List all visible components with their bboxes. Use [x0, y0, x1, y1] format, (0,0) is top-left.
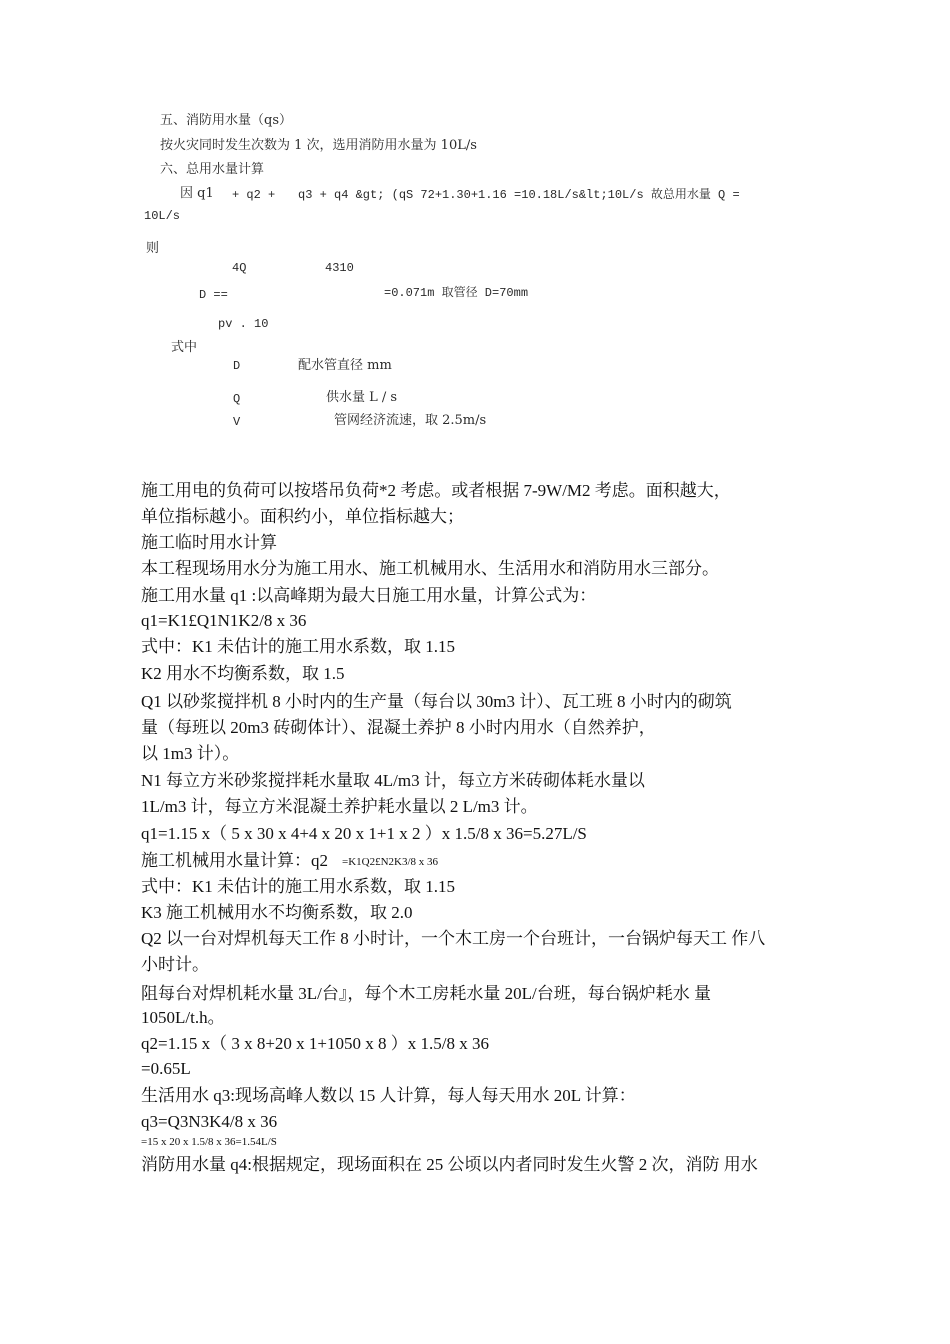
- total-formula-part-d: 10L/s: [144, 209, 181, 223]
- diameter-lhs: D ==: [199, 288, 228, 302]
- total-formula-part-a: 因 q1: [180, 186, 214, 201]
- fraction-numerator-a: 4Q: [232, 261, 247, 275]
- formula-q2: =K1Q2£N2K3/8 x 36: [342, 856, 439, 868]
- calculation-q3: =15 x 20 x 1.5/8 x 36=1.54L/S: [141, 1136, 277, 1148]
- total-formula-part-c: q3 + q4 &gt; (qS 72+1.30+1.16 =10.18L/s&lt;10L/s 故总用水量 Q =: [298, 188, 740, 202]
- symbol-d: D: [233, 359, 241, 373]
- label-shizhong: 式中: [171, 340, 198, 355]
- result-q2: =0.65L: [141, 1059, 191, 1078]
- symbol-v: V: [233, 415, 241, 429]
- definition-k3: K3 施工机械用水不均衡系数，取 2.0: [141, 903, 413, 922]
- diameter-result: =0.071m 取管径 D=70mm: [384, 286, 529, 300]
- fraction-numerator-b: 4310: [325, 261, 354, 275]
- formula-q3: q3=Q3N3K4/8 x 36: [141, 1112, 278, 1131]
- definition-q1-line-2: 量（每班以 20m3 砖砌体计）、混凝土养护 8 小时内用水（自然养护，: [141, 718, 656, 737]
- definition-n1-line-1: N1 每立方米砂浆搅拌耗水量取 4L/m3 计，每立方米砖砌体耗水量以: [141, 771, 645, 790]
- definition-n2-line-1: 阻每台对焊机耗水量 3L/台』，每个木工房耗水量 20L/台班，每台锅炉耗水 量: [141, 984, 711, 1003]
- paragraph-water-categories: 本工程现场用水分为施工用水、施工机械用水、生活用水和消防用水三部分。: [141, 559, 719, 578]
- definition-q2-line-1: Q2 以一台对焊机每天工作 8 小时计，一个木工房一个台班计，一台锅炉每天工 作八: [141, 929, 766, 948]
- definition-k2: K2 用水不均衡系数，取 1.5: [141, 664, 345, 683]
- definition-q1-line-1: Q1 以砂浆搅拌机 8 小时内的生产量（每台以 30m3 计）、瓦工班 8 小时内的砌筑: [141, 692, 732, 711]
- paragraph-q1-intro: 施工用水量 q1 :以高峰期为最大日施工用水量，计算公式为：: [141, 586, 597, 605]
- definition-n2-line-2: 1050L/t.h。: [141, 1008, 225, 1027]
- symbol-q: Q: [233, 392, 241, 406]
- fraction-denominator: pv . 10: [218, 317, 269, 331]
- section-heading-total-water: 六、总用水量计算: [160, 162, 265, 177]
- heading-temporary-water: 施工临时用水计算: [141, 533, 277, 552]
- paragraph-power-load-2: 单位指标越小。面积约小，单位指标越大；: [141, 507, 464, 526]
- section-heading-fire-water: 五、消防用水量（qs）: [160, 113, 292, 128]
- calculation-q2: q2=1.15 x（ 3 x 8+20 x 1+1050 x 8 ）x 1.5/8 x 36: [141, 1034, 489, 1053]
- total-formula-part-b: + q2 +: [232, 188, 276, 202]
- calculation-q1: q1=1.15 x（ 5 x 30 x 4+4 x 20 x 1+1 x 2 ）x 1.5/8 x 36=5.27L/S: [141, 824, 587, 843]
- heading-living-water: 生活用水 q3:现场高峰人数以 15 人计算，每人每天用水 20L 计算：: [141, 1086, 636, 1105]
- definition-k1-repeat: 式中：K1 未估计的施工用水系数，取 1.15: [141, 877, 456, 896]
- fire-water-sentence: 按火灾同时发生次数为 1 次，选用消防用水量为 10L/s: [160, 138, 477, 153]
- formula-q1: q1=K1£Q1N1K2/8 x 36: [141, 611, 307, 630]
- label-ze: 则: [146, 241, 160, 256]
- definition-v: 管网经济流速，取 2.5m/s: [334, 413, 487, 428]
- definition-d: 配水管直径 mm: [298, 358, 392, 373]
- definition-n1-line-2: 1L/m3 计，每立方米混凝土养护耗水量以 2 L/m3 计。: [141, 797, 538, 816]
- definition-k1: 式中：K1 未估计的施工用水系数，取 1.15: [141, 637, 456, 656]
- definition-q1-line-3: 以 1m3 计）。: [141, 744, 240, 763]
- definition-q2-line-2: 小时计。: [141, 955, 209, 974]
- paragraph-power-load-1: 施工用电的负荷可以按塔吊负荷*2 考虑。或者根据 7-9W/M2 考虑。面积越大，: [141, 481, 731, 500]
- heading-machine-water: 施工机械用水量计算：q2: [141, 851, 328, 870]
- heading-fire-water-q4: 消防用水量 q4:根据规定，现场面积在 25 公顷以内者同时发生火警 2 次，消防 用水: [141, 1155, 758, 1174]
- definition-q: 供水量 L / s: [326, 390, 398, 405]
